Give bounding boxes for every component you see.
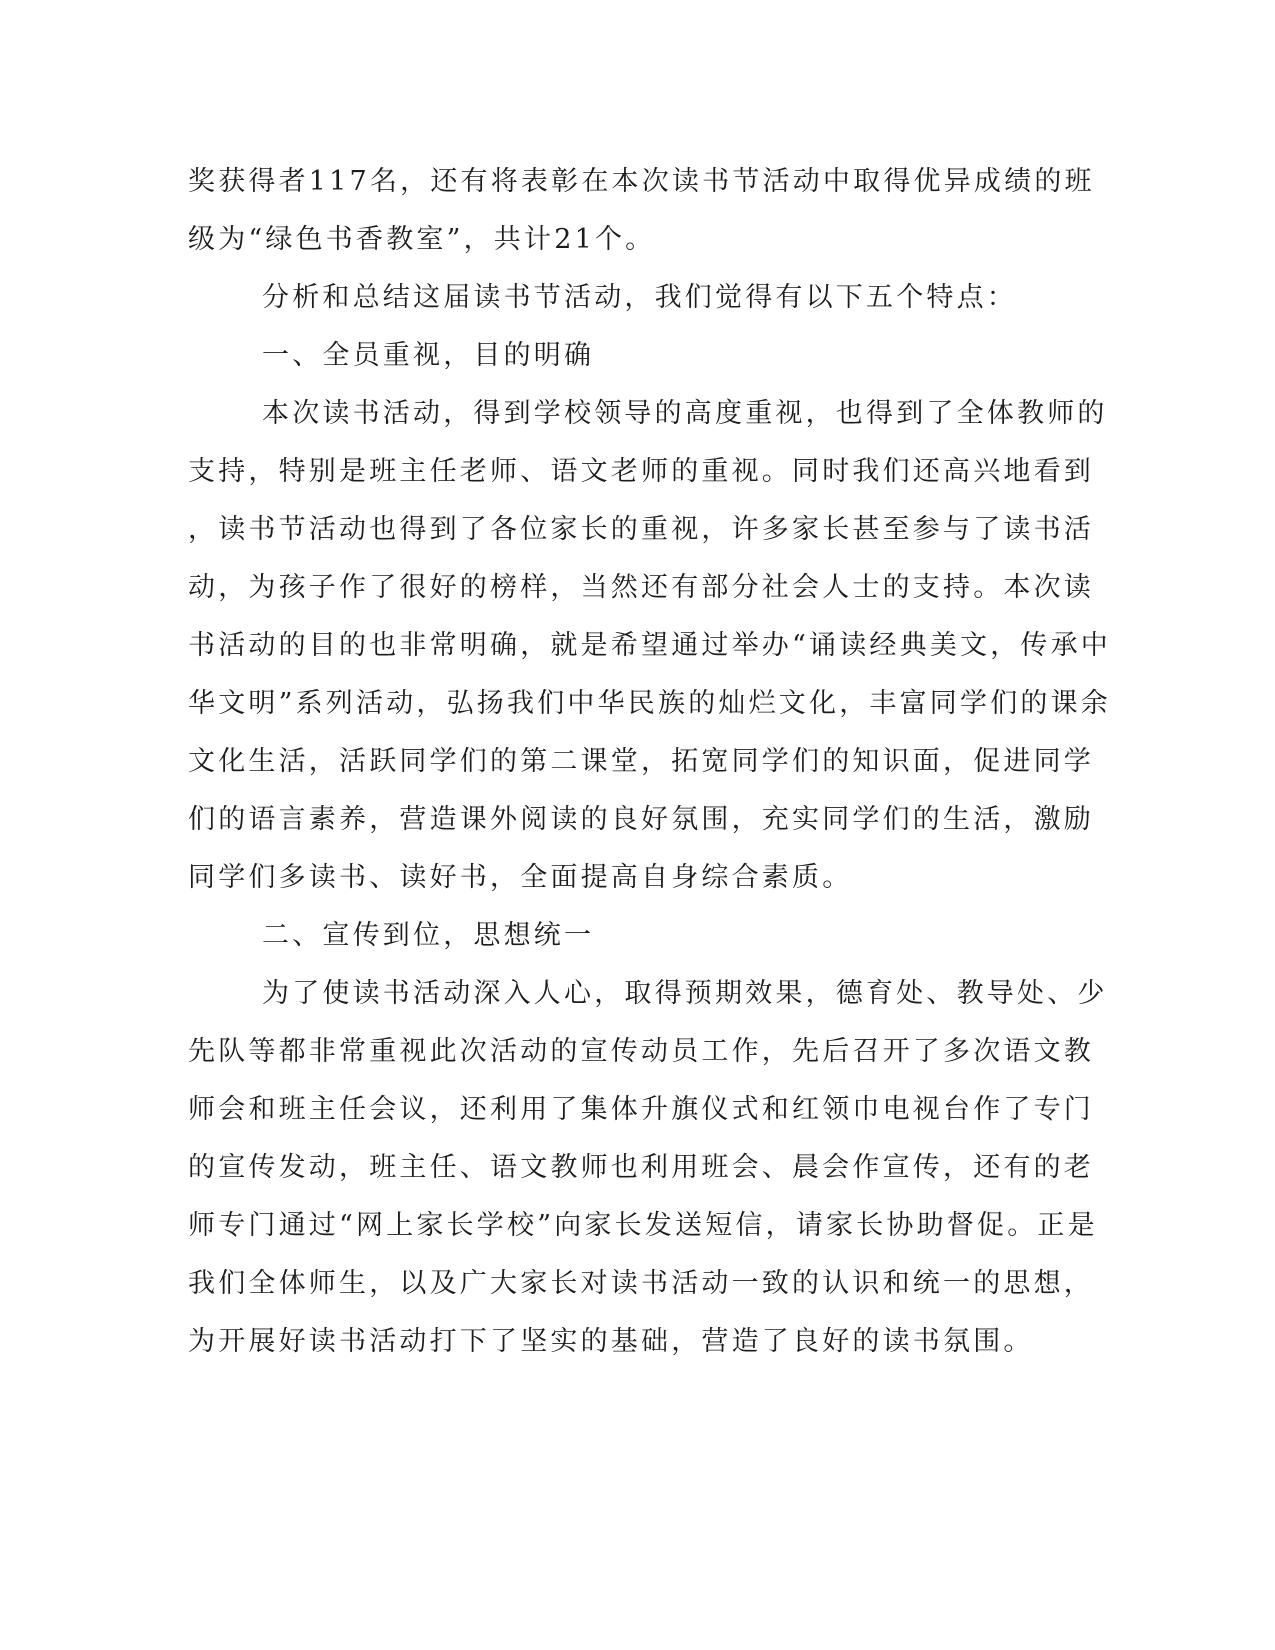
text-line: 同学们多读书、读好书，全面提高自身综合素质。 — [188, 862, 853, 893]
text-line: 支持，特别是班主任老师、语文老师的重视。同时我们还高兴地看到 — [188, 456, 1094, 487]
section-heading: 二、宣传到位，思想统一 — [262, 920, 595, 951]
text-line: 级为“绿色书香教室”，共计21个。 — [188, 224, 656, 255]
text-line: 奖获得者117名，还有将表彰在本次读书节活动中取得优异成绩的班 — [188, 166, 1095, 197]
text-line: 先队等都非常重视此次活动的宣传动员工作，先后召开了多次语文教 — [188, 1036, 1094, 1067]
text-line: 师专门通过“网上家长学校”向家长发送短信，请家长协助督促。正是 — [188, 1210, 1098, 1241]
text-line: 文化生活，活跃同学们的第二课堂，拓宽同学们的知识面，促进同学 — [188, 746, 1094, 777]
text-line: 书活动的目的也非常明确，就是希望通过举办“诵读经典美文，传承中 — [188, 630, 1112, 661]
text-line: 们的语言素养，营造课外阅读的良好氛围，充实同学们的生活，激励 — [188, 804, 1094, 835]
text-line: 为了使读书活动深入人心，取得预期效果，德育处、教导处、少 — [262, 978, 1108, 1009]
text-line: 我们全体师生，以及广大家长对读书活动一致的认识和统一的思想， — [188, 1268, 1094, 1299]
text-line: 动，为孩子作了很好的榜样，当然还有部分社会人士的支持。本次读 — [188, 572, 1094, 603]
text-line: ，读书节活动也得到了各位家长的重视，许多家长甚至参与了读书活 — [188, 514, 1094, 545]
text-line: 本次读书活动，得到学校领导的高度重视，也得到了全体教师的 — [262, 398, 1108, 429]
text-line: 分析和总结这届读书节活动，我们觉得有以下五个特点： — [262, 282, 1017, 313]
text-line: 师会和班主任会议，还利用了集体升旗仪式和红领巾电视台作了专门 — [188, 1094, 1094, 1125]
text-line: 为开展好读书活动打下了坚实的基础，营造了良好的读书氛围。 — [188, 1326, 1034, 1357]
section-heading: 一、全员重视，目的明确 — [262, 340, 595, 371]
text-line: 的宣传发动，班主任、语文教师也利用班会、晨会作宣传，还有的老 — [188, 1152, 1094, 1183]
text-line: 华文明”系列活动，弘扬我们中华民族的灿烂文化，丰富同学们的课余 — [188, 688, 1112, 719]
